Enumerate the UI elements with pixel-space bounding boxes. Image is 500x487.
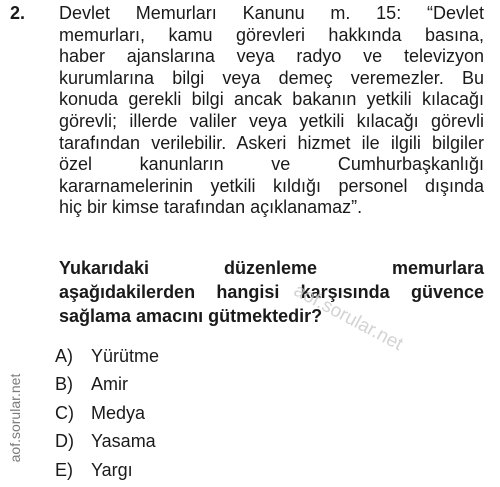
stem-line: görevli; illerde valiler veya yetkili kılacağı görevli [59,110,484,131]
prompt-line: Yukarıdaki düzenleme memurlara [59,258,484,278]
stem-line: Devlet Memurları Kanunu m. 15: “Devlet [59,3,484,23]
option-b[interactable] [55,371,159,400]
stem-line: kararnamelerinin yetkili kıldığı personel dışında [59,175,484,196]
option-text: Amir [91,374,128,395]
question-number: 2. [10,3,26,23]
option-d[interactable] [55,428,159,457]
option-letter: B) [55,374,73,395]
question-stem [59,3,484,219]
option-letter: C) [55,402,74,423]
side-watermark: aof.sorular.net [7,373,23,463]
stem-line: tarafından verilebilir. Askeri hizmet ile ilgili bilgiler [59,132,484,153]
answer-options [55,342,159,485]
option-text: Yargı [91,459,133,480]
option-a[interactable] [55,342,159,371]
option-letter: E) [55,459,73,480]
stem-line: hiç bir kimse tarafından açıklanamaz”. [59,197,363,218]
option-e[interactable] [55,456,159,485]
option-text: Yürütme [91,345,160,366]
stem-line: konuda gerekli bilgi ancak bakanın yetkili kılacağı [59,89,484,110]
diagonal-watermark: aof.sorular.net [290,280,407,356]
stem-line: özel kanunların ve Cumhurbaşkanlığı [59,154,484,175]
option-text: Medya [91,402,146,423]
prompt-line: aşağıdakilerden hangisi karşısında güvence [59,282,484,302]
question-prompt [59,256,484,328]
prompt-line: sağlama amacını gütmektedir? [59,306,323,326]
option-c[interactable] [55,399,159,428]
option-letter: A) [55,345,73,366]
option-text: Yasama [91,431,156,452]
option-letter: D) [55,431,74,452]
stem-line: kurumlarına bilgi veya demeç veremezler. Bu [59,67,484,88]
stem-line: haber ajanslarına veya radyo ve televizyon [59,46,484,67]
stem-line: memurları, kamu görevleri hakkında basına, [59,24,484,45]
